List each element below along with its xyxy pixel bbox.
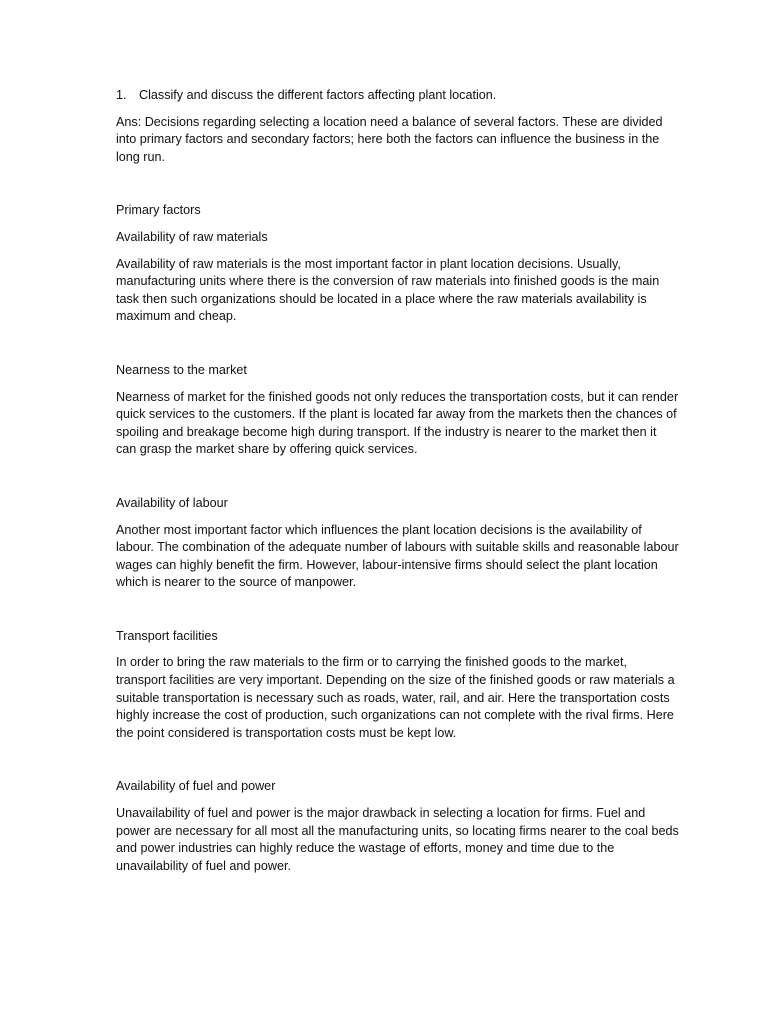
primary-factors-heading: Primary factors <box>116 203 201 218</box>
section-body-transport: In order to bring the raw materials to the firm or to carrying the finished goods to the market, transport facilities are very important. Depending on the size of the finished goods or raw materials a suitable transportation is necessary such as roads, water, rail, and air. Here the transportation costs highly increase the cost of production, such organizations can not complete with the rival firms. Here the point considered is transportation costs must be kept low. <box>116 655 675 740</box>
section-heading-transport: Transport facilities <box>116 628 218 643</box>
answer-intro: Ans: Decisions regarding selecting a location need a balance of several factors. These are divided into primary factors and secondary factors; here both the factors can influence the business in the long run. <box>116 114 663 164</box>
section-heading-raw-materials: Availability of raw materials <box>116 229 268 244</box>
question-number: 1. <box>116 88 127 102</box>
question-text: Classify and discuss the different factors affecting plant location. <box>139 88 497 102</box>
section-body-labour: Another most important factor which influences the plant location decisions is the availability of labour. The combination of the adequate number of labours with suitable skills and reasonable labour wages can highly benefit the firm. However, labour-intensive firms should select the plant location which is nearer to the source of manpower. <box>116 522 679 590</box>
document-body <box>116 87 680 884</box>
section-heading-fuel-power: Availability of fuel and power <box>116 779 276 794</box>
section-heading-market: Nearness to the market <box>116 362 247 377</box>
section-body-fuel-power: Unavailability of fuel and power is the major drawback in selecting a location for firms. Fuel and power are necessary for all most all the manufacturing units, so locating firms nearer to the coal beds and power industries can highly reduce the wastage of efforts, money and time due to the unavailability of fuel and power. <box>116 806 679 873</box>
section-heading-labour: Availability of labour <box>116 495 228 510</box>
section-body-market: Nearness of market for the finished goods not only reduces the transportation costs, but it can render quick services to the customers. If the plant is located far away from the markets then the chances of spoiling and breakage become high during transport. If the industry is nearer to the market then it can grasp the market share by offering quick services. <box>116 389 679 457</box>
section-body-raw-materials: Availability of raw materials is the most important factor in plant location decisions. Usually, manufacturing units where there is the conversion of raw materials into finished goods is the main task then such organizations should be located in a place where the raw materials availability is maximum and cheap. <box>116 256 660 324</box>
question-item <box>116 87 680 105</box>
